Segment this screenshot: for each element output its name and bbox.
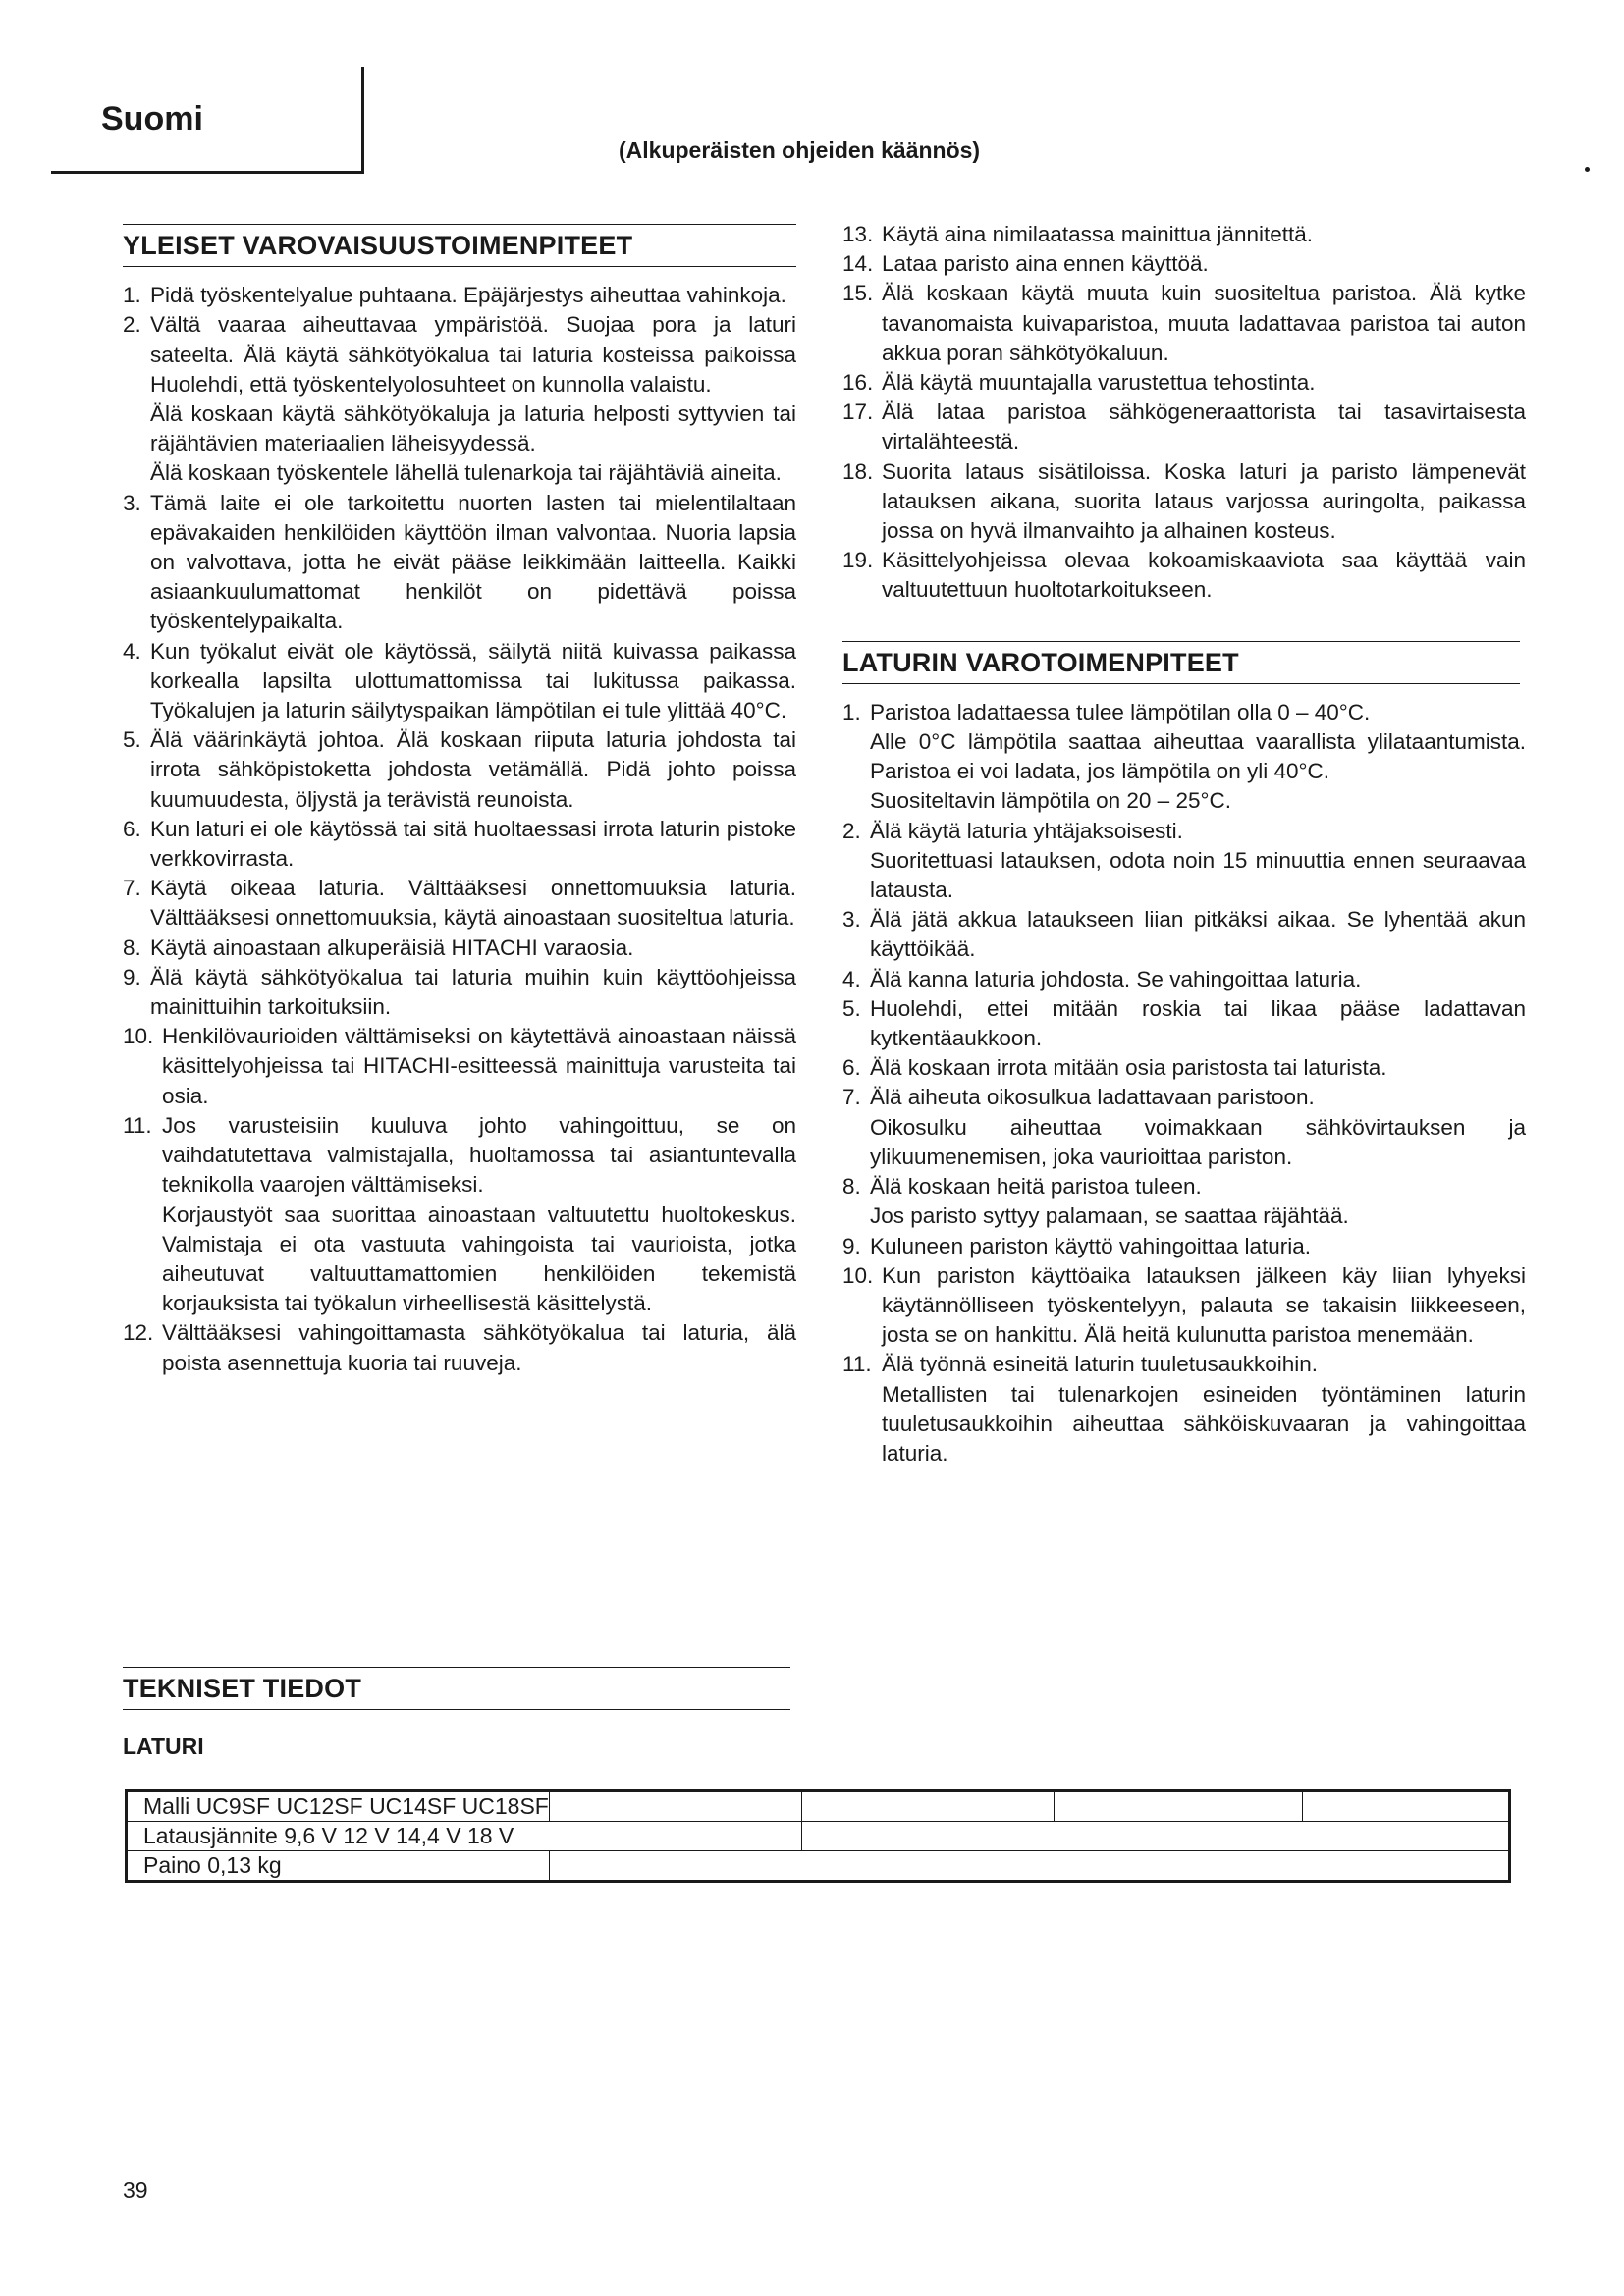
list-item bbox=[842, 1350, 1526, 1379]
item-number: 11. bbox=[123, 1112, 152, 1138]
list-item bbox=[842, 965, 1526, 994]
item-text: Välttääksesi vahingoittamasta sähkötyökalua tai laturia, älä poista asennettuja kuoria tai ruuveja. bbox=[162, 1320, 796, 1375]
item-text: Käytä oikeaa laturia. Välttääksesi onnettomuuksia laturia. Välttääksesi onnettomuuksia, käytä ainoastaan suositeltua laturia. bbox=[150, 876, 796, 931]
list-item bbox=[123, 874, 796, 933]
item-text: Älä lataa paristoa sähkögeneraattorista tai tasavirtaisesta virtalähteestä. bbox=[882, 400, 1526, 454]
list-item bbox=[842, 279, 1526, 368]
item-text: Käytä aina nimilaatassa mainittua jännitettä. bbox=[882, 222, 1314, 246]
item-continuation: Jos paristo syttyy palamaan, se saattaa räjähtää. bbox=[870, 1203, 1349, 1229]
item-text: Kun pariston käyttöaika latauksen jälkeen käy liian lyhyeksi käytännölliseen työskentelyyn, palauta se takaisin liikkeeseen, josta se on hankittu. Älä heitä kulunutta paristoa menemään. bbox=[882, 1262, 1526, 1348]
item-continuation: Älä koskaan työskentele lähellä tulenarkoja tai räjähtäviä aineita. bbox=[150, 460, 782, 486]
charger-precautions-list bbox=[842, 698, 1526, 1468]
item-text: Älä väärinkäytä johtoa. Älä koskaan riiputa laturia johdosta tai irrota sähköpistoketta johdosta vetämällä. Pidä johto poissa kuumuudesta, öljystä ja terävistä reunoista. bbox=[150, 727, 796, 812]
item-continuation: Oikosulku aiheuttaa voimakkaan sähkövirtauksen ja ylikuumenemisen, joka vaurioittaa pariston. bbox=[870, 1114, 1526, 1169]
list-item bbox=[842, 546, 1526, 605]
list-item bbox=[842, 398, 1526, 456]
page-mark bbox=[1585, 167, 1590, 172]
item-number: 8. bbox=[842, 1174, 861, 1200]
item-number: 6. bbox=[123, 816, 141, 841]
left-column bbox=[123, 224, 796, 1378]
item-text: Käsittelyohjeissa olevaa kokoamiskaaviota saa käyttää vain valtuutettuun huoltotarkoitukseen. bbox=[882, 548, 1526, 603]
item-text: Huolehdi, ettei mitään roskia tai likaa pääse ladattavan kytkentäaukkoon. bbox=[870, 995, 1526, 1051]
item-number: 3. bbox=[123, 490, 141, 515]
item-text: Kuluneen pariston käyttö vahingoittaa laturia. bbox=[870, 1233, 1312, 1258]
item-text: Suorita lataus sisätiloissa. Koska laturi ja paristo lämpenevät latauksen aikana, suorita lataus varjossa auringolta, paikassa jossa on hyvä ilmanvaihto ja alhainen kosteus. bbox=[882, 458, 1526, 544]
item-text: Vältä vaaraa aiheuttavaa ympäristöä. Suojaa pora ja laturi sateelta. Älä käytä sähkötyökalua tai laturia kosteissa paikoissa Huolehdi, että työskentelyolosuhteet on kunnolla valaistu. bbox=[150, 312, 796, 397]
item-number: 13. bbox=[842, 222, 874, 246]
list-item bbox=[123, 637, 796, 726]
item-text: Kun laturi ei ole käytössä tai sitä huoltaessasi irrota laturin pistoke verkkovirrasta. bbox=[150, 816, 796, 872]
item-number: 17. bbox=[842, 400, 874, 425]
table-cell bbox=[801, 1822, 1509, 1851]
list-item bbox=[842, 368, 1526, 398]
item-number: 7. bbox=[842, 1085, 861, 1110]
item-number: 1. bbox=[842, 699, 861, 724]
item-number: 14. bbox=[842, 251, 874, 277]
right-column bbox=[842, 220, 1526, 1468]
item-continuation: Alle 0°C lämpötila saattaa aiheuttaa vaarallista ylilataantumista. Paristoa ei voi ladata, jos lämpötila on yli 40°C. bbox=[870, 729, 1526, 784]
item-number: 5. bbox=[842, 995, 861, 1021]
list-item bbox=[123, 934, 796, 963]
item-continuation: Älä koskaan käytä sähkötyökaluja ja laturia helposti syttyvien tai räjähtävien materiaalien läheisyydessä. bbox=[150, 401, 796, 456]
table-row bbox=[127, 1822, 1510, 1851]
item-text: Älä käytä laturia yhtäjaksoisesti. bbox=[870, 818, 1183, 843]
list-item bbox=[123, 310, 796, 400]
table-cell bbox=[1302, 1791, 1509, 1822]
charger-precautions-title: LATURIN VAROTOIMENPITEET bbox=[842, 641, 1520, 684]
item-text: Älä koskaan käytä muuta kuin suositeltua paristoa. Älä kytke tavanomaista kuivaparistoa, muuta ladattavaa paristoa tai auton akkua poran sähkötyökaluun. bbox=[882, 281, 1526, 365]
list-item bbox=[123, 489, 796, 637]
item-number: 6. bbox=[842, 1055, 861, 1081]
item-number: 10. bbox=[123, 1024, 154, 1049]
item-text: Älä aiheuta oikosulkua ladattavaan paristoon. bbox=[870, 1085, 1315, 1110]
item-text: Lataa paristo aina ennen käyttöä. bbox=[882, 251, 1209, 277]
item-text: Tämä laite ei ole tarkoitettu nuorten lasten tai mielentilaltaan epävakaiden henkilöiden käyttöön ilman valvontaa. Nuoria lapsia on valvottava, jotta he eivät pääse leikkimään laitteella. Kaikki asiaankuulumattomat henkilöt on pidettävä poissa työskentelypaikalta. bbox=[150, 490, 796, 634]
general-precautions-list bbox=[123, 281, 796, 1378]
item-text: Älä kanna laturia johdosta. Se vahingoittaa laturia. bbox=[870, 966, 1362, 991]
item-number: 15. bbox=[842, 281, 874, 306]
item-number: 9. bbox=[123, 964, 141, 989]
general-precautions-title: YLEISET VAROVAISUUSTOIMENPITEET bbox=[123, 224, 796, 267]
page-number: 39 bbox=[123, 2177, 148, 2203]
table-cell bbox=[549, 1791, 801, 1822]
item-number: 11. bbox=[842, 1352, 872, 1377]
item-number: 2. bbox=[123, 312, 141, 338]
spec-row-model: Malli UC9SF UC12SF UC14SF UC18SF bbox=[127, 1791, 550, 1822]
list-item bbox=[123, 281, 796, 310]
item-number: 7. bbox=[123, 876, 141, 901]
table-cell bbox=[801, 1791, 1054, 1822]
spec-row-weight: Paino 0,13 kg bbox=[127, 1851, 550, 1882]
table-cell bbox=[549, 1851, 1509, 1882]
item-text: Älä koskaan heitä paristoa tuleen. bbox=[870, 1174, 1202, 1200]
item-continuation: Metallisten tai tulenarkojen esineiden työntäminen laturin tuuletusaukkoihin aiheuttaa sähköiskuvaaran ja vahingoittaa laturia. bbox=[882, 1381, 1526, 1466]
item-continuation: Suositeltavin lämpötila on 20 – 25°C. bbox=[870, 788, 1231, 814]
list-item bbox=[842, 249, 1526, 279]
list-item bbox=[842, 994, 1526, 1053]
list-item bbox=[123, 725, 796, 815]
list-item bbox=[842, 457, 1526, 547]
item-number: 19. bbox=[842, 548, 874, 573]
specs-subtitle: LATURI bbox=[123, 1734, 204, 1759]
item-text: Käytä ainoastaan alkuperäisiä HITACHI varaosia. bbox=[150, 934, 634, 960]
list-item bbox=[842, 817, 1526, 846]
table-row bbox=[127, 1791, 1510, 1822]
item-text: Kun työkalut eivät ole käytössä, säilytä niitä kuivassa paikassa korkealla lapsilta ulottumattomissa tai lukitussa paikassa. Työkalujen ja laturin säilytyspaikan lämpötilan ei tule ylittää 40°C. bbox=[150, 638, 796, 723]
item-number: 3. bbox=[842, 907, 861, 933]
list-item bbox=[842, 1053, 1526, 1083]
item-text: Älä käytä muuntajalla varustettua tehostinta. bbox=[882, 370, 1316, 396]
item-text: Pidä työskentelyalue puhtaana. Epäjärjestys aiheuttaa vahinkoja. bbox=[150, 283, 786, 308]
language-title: Suomi bbox=[101, 100, 203, 137]
list-item bbox=[123, 963, 796, 1022]
item-number: 1. bbox=[123, 283, 141, 308]
table-cell bbox=[1054, 1791, 1302, 1822]
item-number: 16. bbox=[842, 370, 874, 396]
page-subtitle: (Alkuperäisten ohjeiden käännös) bbox=[619, 137, 981, 163]
item-number: 2. bbox=[842, 818, 861, 843]
list-item bbox=[842, 1261, 1526, 1351]
specs-title: TEKNISET TIEDOT bbox=[123, 1667, 790, 1710]
spec-row-voltage: Latausjännite 9,6 V 12 V 14,4 V 18 V bbox=[127, 1822, 802, 1851]
item-number: 4. bbox=[123, 638, 141, 664]
item-text: Paristoa ladattaessa tulee lämpötilan olla 0 – 40°C. bbox=[870, 699, 1371, 724]
item-text: Älä käytä sähkötyökalua tai laturia muihin kuin käyttöohjeissa mainittuihin tarkoituksiin. bbox=[150, 964, 796, 1020]
item-number: 8. bbox=[123, 934, 141, 960]
list-item bbox=[123, 1022, 796, 1111]
list-item bbox=[123, 1111, 796, 1201]
item-number: 18. bbox=[842, 458, 874, 484]
list-item bbox=[842, 1083, 1526, 1112]
item-number: 4. bbox=[842, 966, 861, 991]
list-item bbox=[123, 815, 796, 874]
item-text: Älä koskaan irrota mitään osia paristosta tai laturista. bbox=[870, 1055, 1387, 1081]
item-continuation: Suoritettuasi latauksen, odota noin 15 minuuttia ennen seuraavaa latausta. bbox=[870, 847, 1526, 903]
item-text: Jos varusteisiin kuuluva johto vahingoittuu, se on vaihdatutettava valmistajalla, huoltamossa tai asiantuntevalla teknikolla vaarojen välttämiseksi. bbox=[162, 1112, 796, 1198]
item-number: 5. bbox=[123, 727, 141, 753]
item-continuation: Korjaustyöt saa suorittaa ainoastaan valtuutettu huoltokeskus. Valmistaja ei ota vastuuta vahingoista tai vaurioista, jotka aiheutuvat valtuuttamattomien henkilöiden tekemistä korjauksista tai työkalun virheellisestä käsittelystä. bbox=[162, 1201, 796, 1316]
list-item bbox=[842, 220, 1526, 249]
general-precautions-list-continued bbox=[842, 220, 1526, 606]
item-text: Henkilövaurioiden välttämiseksi on käytettävä ainoastaan näissä käsittelyohjeissa tai HITACHI-esitteessä mainittuja varusteita tai osia. bbox=[162, 1024, 796, 1108]
list-item bbox=[842, 698, 1526, 727]
item-number: 10. bbox=[842, 1262, 874, 1288]
item-number: 12. bbox=[123, 1320, 154, 1346]
item-text: Älä työnnä esineitä laturin tuuletusaukkoihin. bbox=[882, 1352, 1319, 1377]
list-item bbox=[842, 905, 1526, 964]
table-row bbox=[127, 1851, 1510, 1882]
language-tab bbox=[51, 67, 364, 174]
item-number: 9. bbox=[842, 1233, 861, 1258]
item-text: Älä jätä akkua lataukseen liian pitkäksi aikaa. Se lyhentää akun käyttöikää. bbox=[870, 907, 1526, 962]
list-item bbox=[123, 1318, 796, 1377]
list-item bbox=[842, 1232, 1526, 1261]
specs-table bbox=[125, 1789, 1511, 1883]
list-item bbox=[842, 1172, 1526, 1201]
specs-section bbox=[123, 1667, 790, 1724]
